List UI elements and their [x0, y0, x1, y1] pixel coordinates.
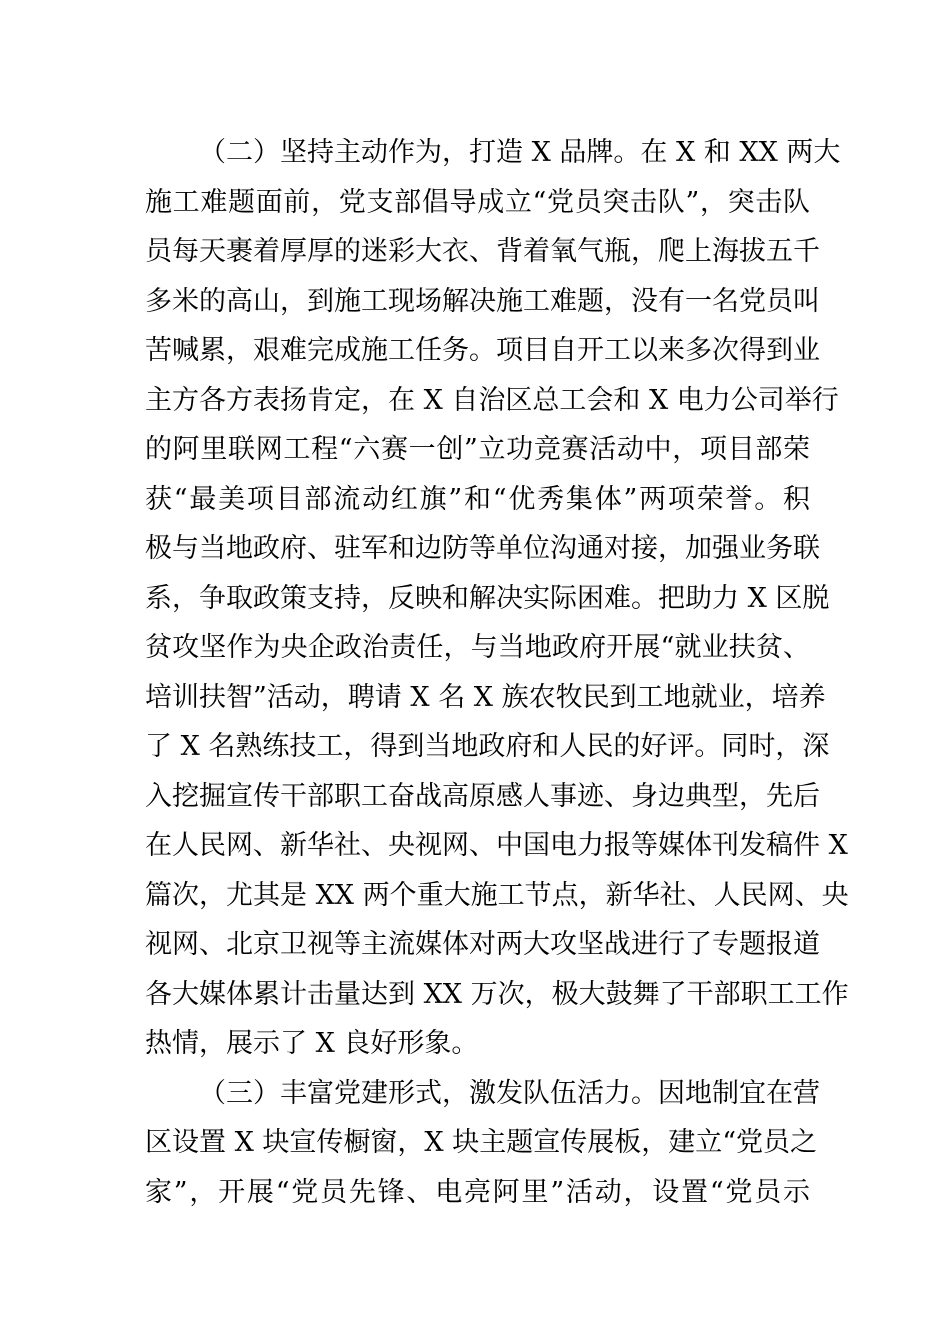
text-line: 了 X 名熟练技工，得到当地政府和人民的好评。同时，深: [145, 731, 830, 762]
text-line: 家”，开展“党员先锋、电亮阿里”活动，设置“党员示: [145, 1176, 810, 1208]
text-line: 多米的高山，到施工现场解决施工难题，没有一名党员叫: [145, 285, 820, 317]
text-line: （二）坚持主动作为，打造 X 品牌。在 X 和 XX 两大: [199, 137, 841, 168]
paragraph-section-3: [145, 1069, 820, 1218]
document-body: [145, 128, 849, 1217]
text-line: 各大媒体累计击量达到 XX 万次，极大鼓舞了干部职工工作: [145, 978, 849, 1010]
text-line: 热情，展示了 X 良好形象。: [145, 1028, 479, 1059]
text-line: 区设置 X 块宣传橱窗，X 块主题宣传展板，建立“党员之: [145, 1127, 817, 1158]
text-line: 主方各方表扬肯定，在 X 自治区总工会和 X 电力公司举行: [145, 384, 839, 416]
text-line: 施工难题面前，党支部倡导成立“党员突击队”，突击队: [145, 186, 810, 218]
text-line: 极与当地政府、驻军和边防等单位沟通对接，加强业务联: [145, 533, 820, 564]
text-line: 篇次，尤其是 XX 两个重大施工节点，新华社、人民网、央: [145, 879, 849, 911]
text-line: 视网、北京卫视等主流媒体对两大攻坚战进行了专题报道: [145, 929, 820, 960]
text-line: 获“最美项目部流动红旗”和“优秀集体”两项荣誉。积: [145, 483, 810, 515]
paragraph-section-2: [145, 128, 849, 1069]
text-line: （三）丰富党建形式，激发队伍活力。因地制宜在营: [199, 1077, 820, 1109]
text-line: 入挖掘宣传干部职工奋战高原感人事迹、身边典型，先后: [145, 780, 820, 812]
text-line: 在人民网、新华社、央视网、中国电力报等媒体刊发稿件 X: [145, 830, 848, 861]
text-line: 的阿里联网工程“六赛一创”立功竞赛活动中，项目部荣: [145, 434, 810, 465]
text-line: 贫攻坚作为央企政治责任，与当地政府开展“就业扶贫、: [145, 632, 810, 663]
text-line: 系，争取政策支持，反映和解决实际困难。把助力 X 区脱: [145, 582, 830, 614]
text-line: 培训扶智”活动，聘请 X 名 X 族农牧民到工地就业，培养: [145, 681, 826, 713]
text-line: 员每天裹着厚厚的迷彩大衣、背着氧气瓶，爬上海拔五千: [145, 236, 820, 267]
text-line: 苦喊累，艰难完成施工任务。项目自开工以来多次得到业: [145, 335, 820, 366]
